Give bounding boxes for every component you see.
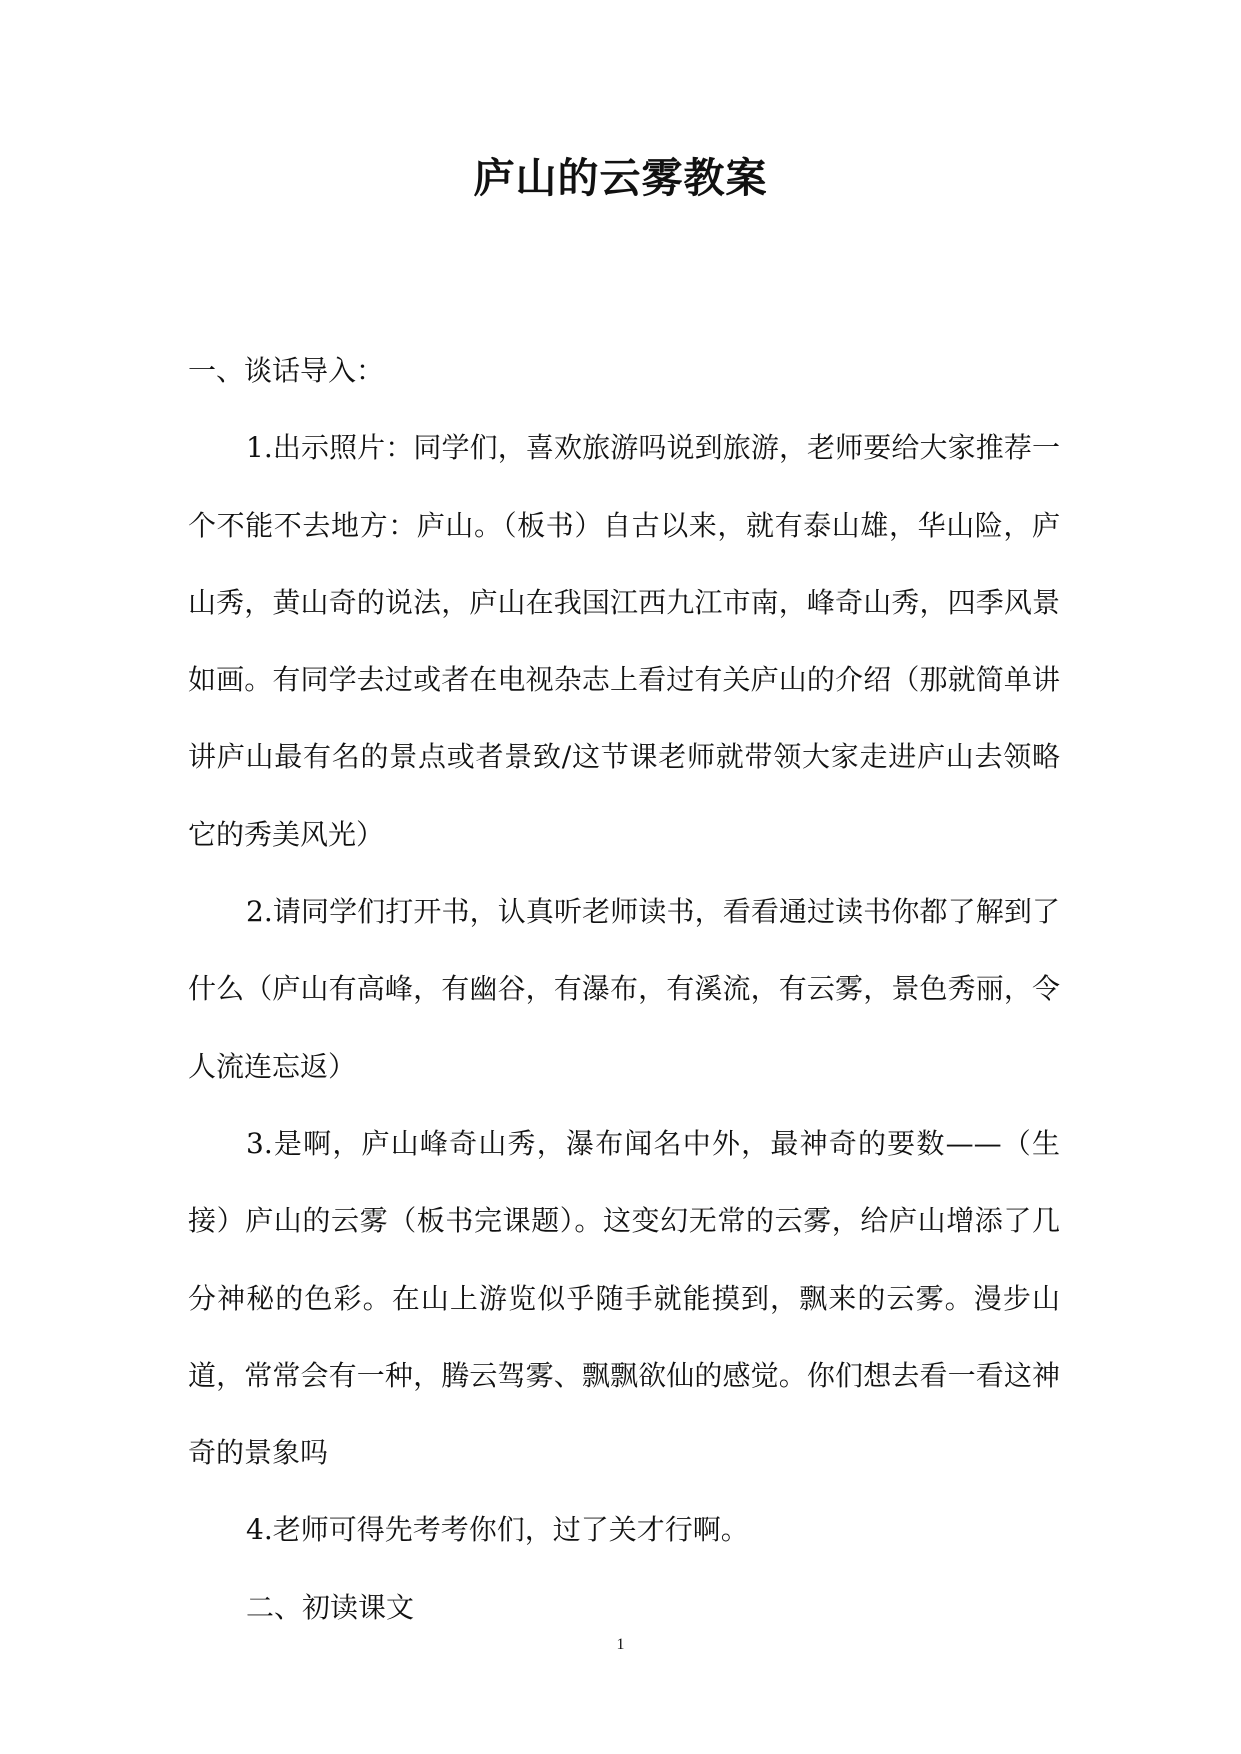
paragraph-3: 3.是啊，庐山峰奇山秀，瀑布闻名中外，最神奇的要数——（生接）庐山的云雾（板书完课题）。这变幻无常的云雾，给庐山增添了几分神秘的色彩。在山上游览似乎随手就能摸到，飘来的云雾。漫步山道，常常会有一种，腾云驾雾、飘飘欲仙的感觉。你们想去看一看这神奇的景象吗 (188, 1126, 1060, 1470)
document-body (188, 332, 1060, 1646)
paragraph-1: 1.出示照片：同学们，喜欢旅游吗说到旅游，老师要给大家推荐一个不能不去地方：庐山。（板书）自古以来，就有泰山雄，华山险，庐山秀，黄山奇的说法，庐山在我国江西九江市南，峰奇山秀，四季风景如画。有同学去过或者在电视杂志上看过有关庐山的介绍（那就简单讲讲庐山最有名的景点或者景致/这节课老师就带领大家走进庐山去领略它的秀美风光） (188, 431, 1060, 851)
paragraph-2: 2.请同学们打开书，认真听老师读书，看看通过读书你都了解到了什么（庐山有高峰，有幽谷，有瀑布，有溪流，有云雾，景色秀丽，令人流连忘返） (188, 895, 1060, 1083)
page-number: 1 (616, 1636, 625, 1653)
section-heading-first-reading: 二、初读课文 (246, 1590, 415, 1624)
paragraph-4: 4.老师可得先考考你们，过了关才行啊。 (246, 1513, 749, 1547)
section-heading-intro: 一、谈话导入： (188, 354, 385, 387)
document-title: 庐山的云雾教案 (473, 154, 768, 202)
